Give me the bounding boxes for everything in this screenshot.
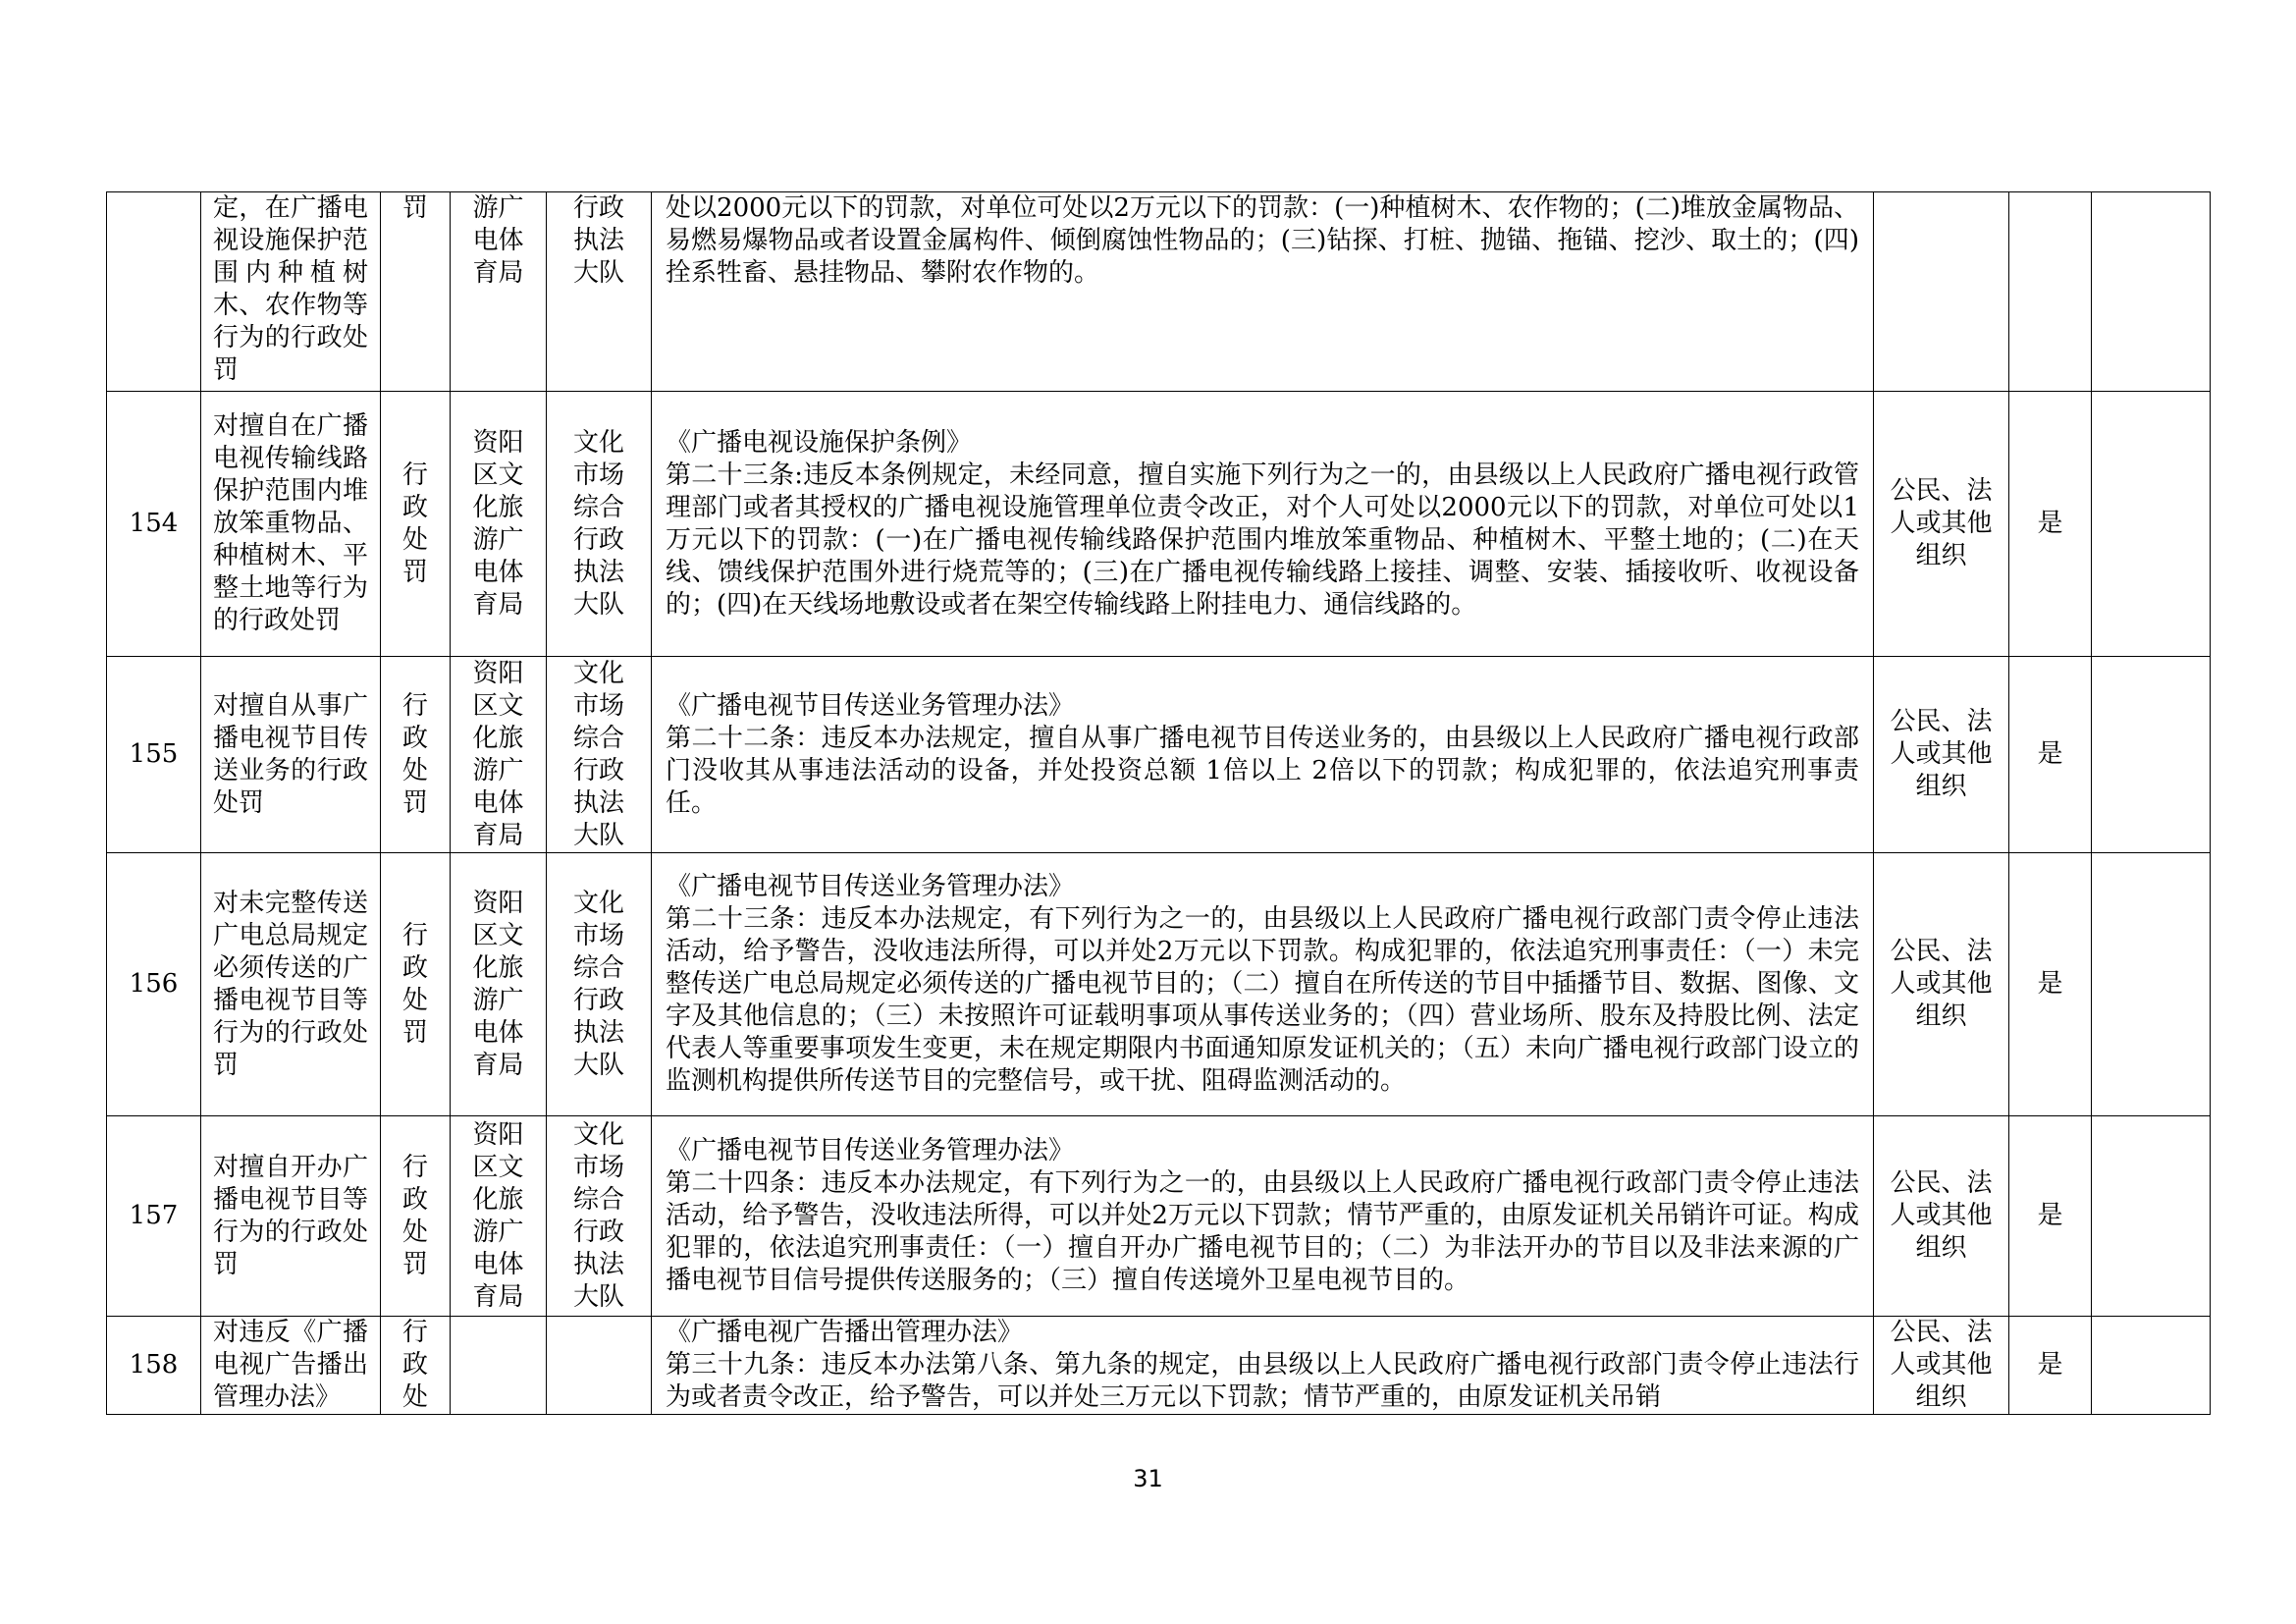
power-type-cell: 行政处罚 — [381, 1116, 451, 1317]
power-type-cell: 罚 — [381, 192, 451, 392]
remarks-cell — [2092, 1317, 2211, 1415]
legal-basis-cell: 《广播电视设施保护条例》 第二十三条:违反本条例规定，未经同意，擅自实施下列行为之一的，由县级以上人民政府广播电视行政管理部门或者其授权的广播电视设施管理单位责令改正，对个人可处以2000元以下的罚款，对单位可处以1万元以下的罚款：(一)在广播电视传输线路保护范围内堆放笨重物品、种植树木、平整土地的；(二)在天线、馈线保护范围外进行烧荒等的；(三)在广播电视传输线路上接挂、调整、安装、插接收听、收视设备的；(四)在天线场地敷设或者在架空传输线路上附挂电力、通信线路的。 — [652, 392, 1874, 657]
item-name-cell: 定，在广播电视设施保护范围内种植树木、农作物等行为的行政处罚 — [201, 192, 381, 392]
target-cell: 公民、法人或其他组织 — [1874, 1317, 2009, 1415]
item-name-cell: 对擅自开办广播电视节目等行为的行政处罚 — [201, 1116, 381, 1317]
row-number-cell: 155 — [107, 657, 201, 853]
target-cell: 公民、法人或其他组织 — [1874, 392, 2009, 657]
flag-cell: 是 — [2009, 657, 2092, 853]
target-cell — [1874, 192, 2009, 392]
item-name-cell: 对擅自在广播电视传输线路保护范围内堆放笨重物品、种植树木、平整土地等行为的行政处罚 — [201, 392, 381, 657]
target-cell: 公民、法人或其他组织 — [1874, 1116, 2009, 1317]
department-cell: 资阳区文化旅游广电体育局 — [451, 853, 547, 1116]
target-cell: 公民、法人或其他组织 — [1874, 657, 2009, 853]
table-row — [107, 853, 2211, 1116]
table-row — [107, 192, 2211, 392]
enforcement-unit-cell: 文化市场综合行政执法大队 — [547, 1116, 652, 1317]
flag-cell — [2009, 192, 2092, 392]
power-list-table — [106, 191, 2211, 1415]
power-type-cell: 行政处罚 — [381, 853, 451, 1116]
table-row — [107, 1116, 2211, 1317]
table-row — [107, 1317, 2211, 1415]
legal-basis-cell: 《广播电视广告播出管理办法》 第三十九条：违反本办法第八条、第九条的规定，由县级以上人民政府广播电视行政部门责令停止违法行为或者责令改正，给予警告，可以并处三万元以下罚款；情节严重的，由原发证机关吊销 — [652, 1317, 1874, 1415]
page-number: 31 — [1133, 1465, 1163, 1492]
row-number-cell: 156 — [107, 853, 201, 1116]
flag-cell: 是 — [2009, 853, 2092, 1116]
target-cell: 公民、法人或其他组织 — [1874, 853, 2009, 1116]
legal-basis-cell: 《广播电视节目传送业务管理办法》 第二十二条：违反本办法规定，擅自从事广播电视节目传送业务的，由县级以上人民政府广播电视行政部门没收其从事违法活动的设备，并处投资总额 1倍以上 2倍以下的罚款；构成犯罪的，依法追究刑事责任。 — [652, 657, 1874, 853]
row-number-cell: 158 — [107, 1317, 201, 1415]
legal-basis-cell: 处以2000元以下的罚款，对单位可处以2万元以下的罚款：(一)种植树木、农作物的；(二)堆放金属物品、易燃易爆物品或者设置金属构件、倾倒腐蚀性物品的；(三)钻探、打桩、抛锚、拖锚、挖沙、取土的；(四)拴系牲畜、悬挂物品、攀附农作物的。 — [652, 192, 1874, 392]
remarks-cell — [2092, 392, 2211, 657]
remarks-cell — [2092, 192, 2211, 392]
power-type-cell: 行政处罚 — [381, 392, 451, 657]
department-cell: 资阳区文化旅游广电体育局 — [451, 1116, 547, 1317]
table-row — [107, 657, 2211, 853]
legal-basis-cell: 《广播电视节目传送业务管理办法》 第二十三条：违反本办法规定，有下列行为之一的，由县级以上人民政府广播电视行政部门责令停止违法活动，给予警告，没收违法所得，可以并处2万元以下罚款。构成犯罪的，依法追究刑事责任：（一）未完整传送广电总局规定必须传送的广播电视节目的；（二）擅自在所传送的节目中插播节目、数据、图像、文字及其他信息的；（三）未按照许可证载明事项从事传送业务的；（四）营业场所、股东及持股比例、法定代表人等重要事项发生变更，未在规定期限内书面通知原发证机关的；（五）未向广播电视行政部门设立的监测机构提供所传送节目的完整信号，或干扰、阻碍监测活动的。 — [652, 853, 1874, 1116]
row-number-cell — [107, 192, 201, 392]
flag-cell: 是 — [2009, 392, 2092, 657]
enforcement-unit-cell: 文化市场综合行政执法大队 — [547, 853, 652, 1116]
flag-cell: 是 — [2009, 1317, 2092, 1415]
row-number-cell: 154 — [107, 392, 201, 657]
item-name-cell: 对未完整传送广电总局规定必须传送的广播电视节目等行为的行政处罚 — [201, 853, 381, 1116]
enforcement-unit-cell: 行政执法大队 — [547, 192, 652, 392]
department-cell: 资阳区文化旅游广电体育局 — [451, 657, 547, 853]
remarks-cell — [2092, 657, 2211, 853]
row-number-cell: 157 — [107, 1116, 201, 1317]
enforcement-unit-cell: 文化市场综合行政执法大队 — [547, 392, 652, 657]
enforcement-unit-cell — [547, 1317, 652, 1415]
table-row — [107, 392, 2211, 657]
enforcement-unit-cell: 文化市场综合行政执法大队 — [547, 657, 652, 853]
department-cell — [451, 1317, 547, 1415]
power-type-cell: 行政处 — [381, 1317, 451, 1415]
flag-cell: 是 — [2009, 1116, 2092, 1317]
legal-basis-cell: 《广播电视节目传送业务管理办法》 第二十四条：违反本办法规定，有下列行为之一的，由县级以上人民政府广播电视行政部门责令停止违法活动，给予警告，没收违法所得，可以并处2万元以下罚款；情节严重的，由原发证机关吊销许可证。构成犯罪的，依法追究刑事责任：（一）擅自开办广播电视节目的；（二）为非法开办的节目以及非法来源的广播电视节目信号提供传送服务的；（三）擅自传送境外卫星电视节目的。 — [652, 1116, 1874, 1317]
department-cell: 游广电体育局 — [451, 192, 547, 392]
department-cell: 资阳区文化旅游广电体育局 — [451, 392, 547, 657]
item-name-cell: 对擅自从事广播电视节目传送业务的行政处罚 — [201, 657, 381, 853]
remarks-cell — [2092, 1116, 2211, 1317]
remarks-cell — [2092, 853, 2211, 1116]
item-name-cell: 对违反《广播电视广告播出管理办法》 — [201, 1317, 381, 1415]
power-type-cell: 行政处罚 — [381, 657, 451, 853]
